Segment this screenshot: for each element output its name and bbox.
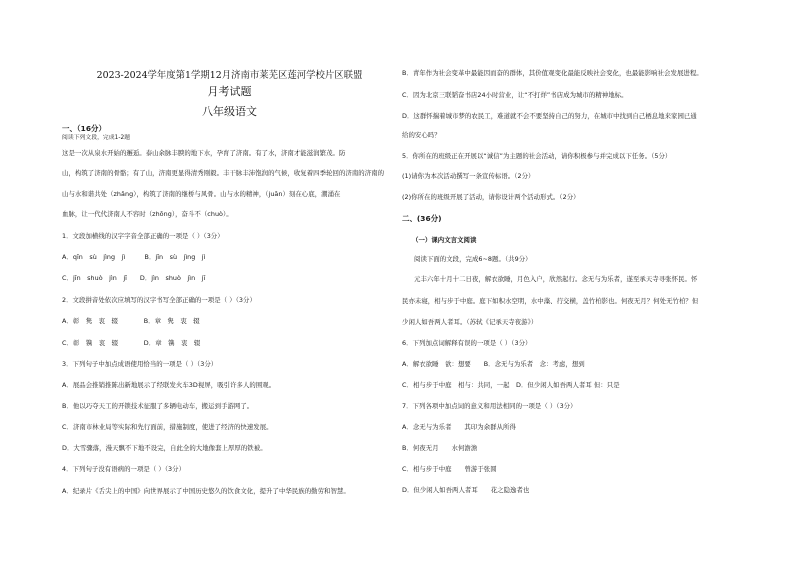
question-4-option-d-cont: 给的安心吗？ (402, 131, 441, 139)
question-4: 4．下列句子没有语病的一项是（ ）（3分） (62, 465, 186, 473)
question-7-option-a: A．念无与为乐者 其印为余群从所得 (402, 423, 516, 431)
question-3-option-d: D．大雪骤落，漫天飘不下地不设完，自此全的大地像套上厚厚的铁被。 (62, 444, 267, 452)
passage-line: 血脉，让一代代济南人不容时（zhōng），奋斗不（chuò）。 (62, 210, 233, 218)
question-3-option-b: B．他以巧夺天工的开锁技术征服了多辆电动车，搬运到手游网了。 (62, 402, 254, 410)
subsection-heading: （一）课内文言文阅读 (412, 236, 477, 244)
passage-line: 这是一次从泉水开始的邂逅。泰山余脉丰腴的地下水，孕育了济南。有了水，济南才能滋润繁茂。防 (62, 149, 346, 157)
question-6-options: C．相与步于中庭 相与：共同，一起 D．但少闲人如吾两人者耳 但：只是 (402, 381, 620, 389)
classical-passage-line: 元丰六年十月十二日夜，解衣欲睡，月色入户，欣然起行。念无与为乐者，遂至承天寺寻张怀民。怀 (414, 275, 698, 283)
question-4-option-a: A．纪录片《舌尖上的中国》向世界展示了中国历史悠久的饮食文化，提升了中华民族的勤劳和智慧。 (62, 487, 350, 495)
question-7-option-c: C．相与步于中庭 曾游于张圆 (402, 465, 497, 473)
question-2: 2．文段拼音处依次应填写的汉字书写全部正确的一项是（ ）（3分） (62, 296, 256, 304)
exam-title-line1: 2023-2024学年度第1学期12月济南市莱芜区莲河学校片区联盟 (96, 70, 363, 81)
question-3-option-c: C．济南市林业局等实际和先行面前，措施制度，使进了经济的快速发展。 (62, 423, 273, 431)
section-one-heading: 一、（16分） (62, 124, 106, 133)
question-2-options: C．彰 镌 衷 辍 D．章 镌 衷 辍 (62, 339, 201, 347)
reading-instruction: 阅读下面的文段，完成6~8题。（共9分） (414, 255, 532, 263)
question-7-option-d: D．但少闲人如吾两人者耳 花之隐逸者也 (402, 486, 530, 494)
question-5: 5．你所在的班级正在开展以“诚信”为主题的社会活动，请你积极参与并完成以下任务。（5分） (402, 152, 672, 160)
reading-instruction: 阅读下列文段，完成1-2题 (62, 135, 131, 141)
question-6: 6．下列加点词解释有误的一项是（ ）（3分） (402, 339, 532, 347)
question-5-part-2: (2)你所在的班级开展了活动，请你设计两个活动形式。（2分） (402, 193, 580, 201)
passage-line: 山，构筑了济南的骨骼；有了山，济南更显得清秀刚毅。丰干脉丰沛饱润的气候，收复着四季轮回的济南的济南的 (62, 169, 385, 177)
question-3: 3．下列句子中加点成语使用恰当的一项是（ ）（3分） (62, 360, 218, 368)
exam-title-line2: 月考试题 (207, 85, 252, 98)
question-1-options: C．jīn shuò jìn jī D．jìn shuò jìn jī (62, 274, 206, 282)
section-two-heading: 二、(36分) (402, 214, 442, 223)
question-5-part-1: (1)请你为本次活动撰写一条宣传标语。（2分） (402, 172, 535, 180)
question-2-options: A．彰 隽 衷 辍 B．章 隽 衷 辍 (62, 317, 200, 325)
question-4-option-c: C．因为北京三联韬奋书店24小时营业，让“不打烊”书店成为城市的精神地标。 (402, 91, 628, 99)
question-6-options: A．解衣欲睡 欲：想要 B．念无与为乐者 念：考虑，想到 (402, 360, 585, 368)
question-3-option-a: A．展品会推销推陈出新地展示了经联发火车3D视屏，吸引许多人的围观。 (62, 381, 276, 389)
exam-title-line3: 八年级语文 (202, 105, 257, 118)
passage-line: 山与水和谐共处（zhǎng），构筑了济南的继桥与风骨。山与水的精神，（juān）刻在心底，潮涌在 (62, 190, 341, 198)
question-1: 1．文段加横线的汉字字音全部正确的一项是（ ）（3分） (62, 232, 224, 240)
question-4-option-d: D．这群怀揣着城市梦的农民工，难道就不会不要坚持自己的努力，在城市中找到自己栖息地来家园已通 (402, 112, 697, 120)
classical-passage-line: 少闲人如吾两人者耳。（苏轼《记承天寺夜游》） (402, 318, 538, 326)
question-7: 7．下列各项中加点词的意义和用法相同的一项是（ ）（3分） (402, 402, 577, 410)
question-4-option-b: B．青年作为社会变革中最能因而奋的群体，其价值观变化最能反映社会变化，也最能影响社会发展进程。 (402, 69, 703, 77)
classical-passage-line: 民亦未寝，相与步于中庭。庭下如积水空明，水中藻、荇交横，盖竹柏影也。何夜无月？何处无竹柏？但 (402, 297, 699, 305)
question-1-options: A．qīn sù jìng jì B．jīn sù jìng jì (62, 253, 206, 261)
question-7-option-b: B．何夜无月 水何澹澹 (402, 444, 478, 452)
